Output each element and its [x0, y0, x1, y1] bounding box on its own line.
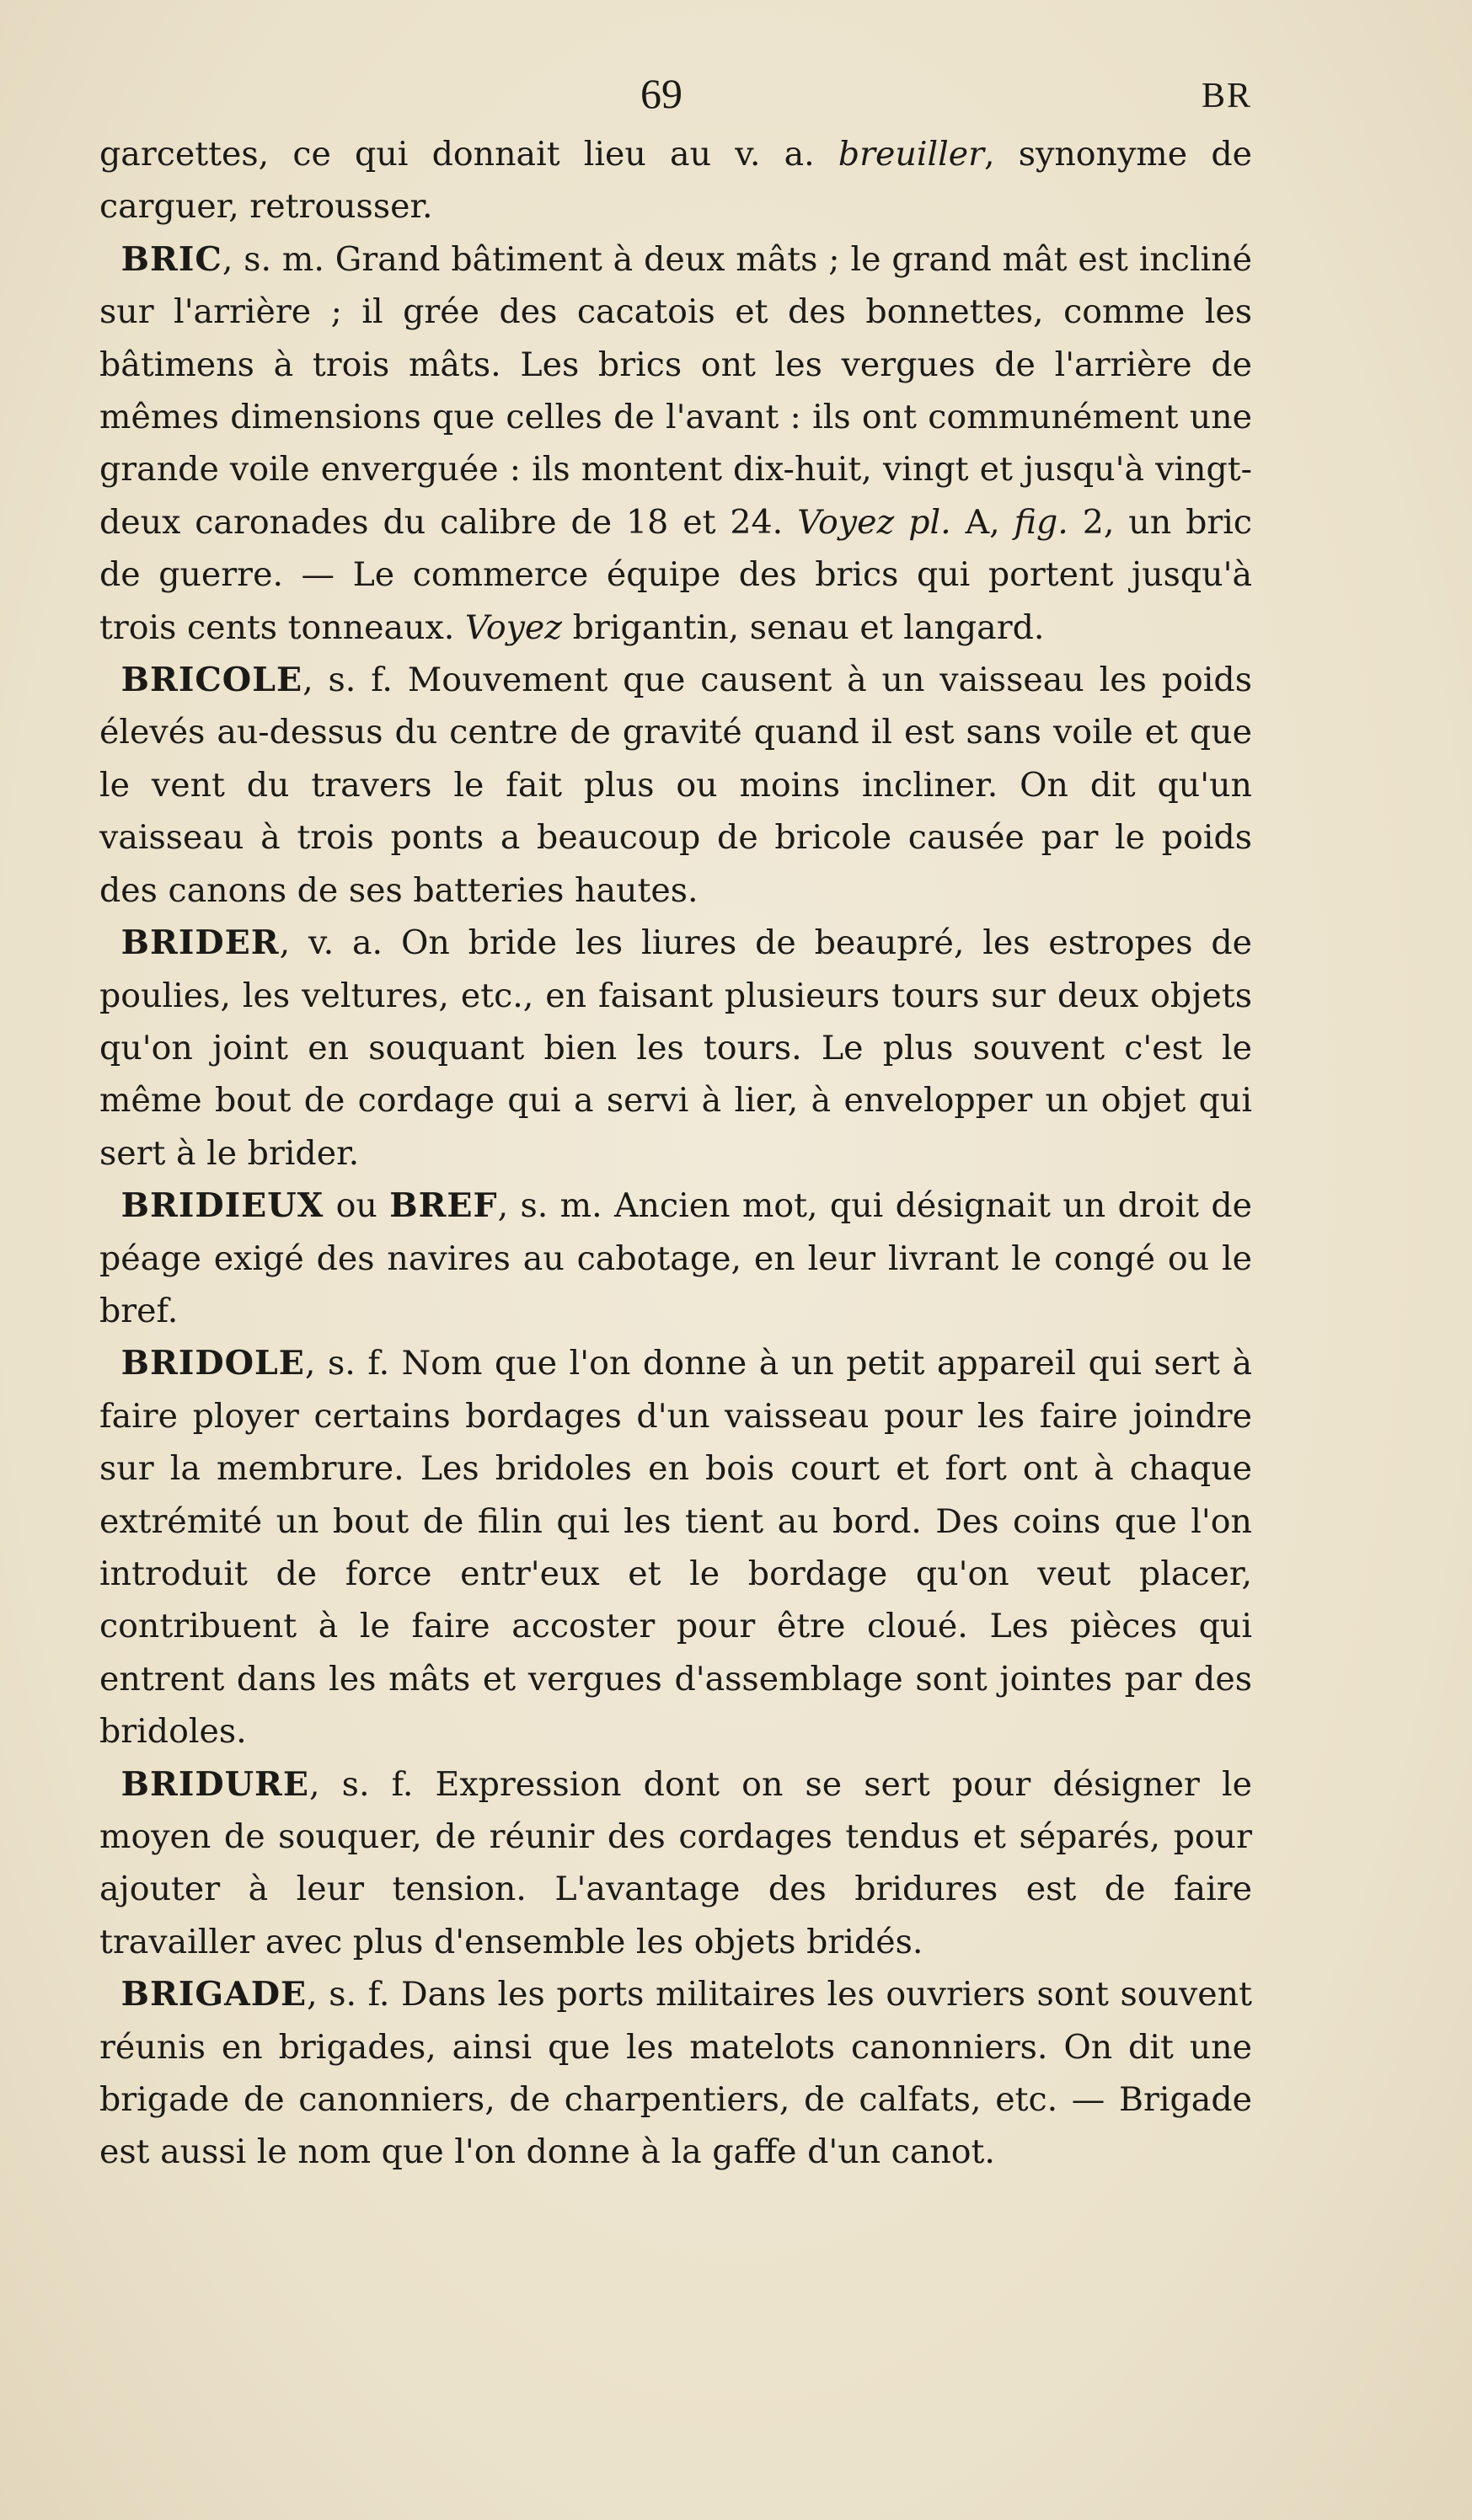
dictionary-entry: [99, 1758, 1252, 1969]
italic-text: fig.: [1014, 502, 1068, 542]
entry-text: , s. m. Grand bâtiment à deux mâts ; le grand mât est incliné sur l'arrière ; il grée des cacatois et des bonnettes, comme les bâtimens à trois mâts. Les brics ont les vergues de l'arrière de mêmes dimensions que celles de l'avant : ils ont communément une grande voile enverguée : ils montent dix-huit, vingt et jusqu'à vingt-deux caronades du calibre de 18 et 24.: [99, 239, 1252, 542]
headword: BRIGADE: [120, 1975, 308, 2014]
headword: BRIDURE: [120, 1764, 309, 1804]
entry-text: garcettes, ce qui donnait lieu au v. a.: [99, 135, 838, 174]
entry-text: , v. a. On bride les liures de beaupré, les estropes de poulies, les veltures, etc., en faisant plusieurs tours sur deux objets qu'on joint en souquant bien les tours. Le plus souvent c'est le même bout de cordage qui a servi à lier, à envelopper un objet qui sert à le brider.: [99, 923, 1252, 1173]
headword: BRIDOLE: [120, 1344, 305, 1383]
entry-text: , s. f. Expression dont on se sert pour désigner le moyen de souquer, de réunir des cordages tendus et séparés, pour ajouter à leur tension. L'avantage des bridures est de faire travailler avec plus d'ensemble les objets bridés.: [99, 1764, 1252, 1961]
dictionary-entry: [99, 1337, 1252, 1758]
headword: BRICOLE: [120, 661, 303, 700]
italic-text: breuiller: [838, 135, 984, 174]
entry-text: A,: [950, 502, 1014, 542]
dictionary-entry: [99, 1180, 1252, 1337]
italic-text: Voyez pl.: [797, 502, 951, 542]
page-number: 69: [640, 70, 682, 117]
running-head: BR: [1201, 77, 1252, 115]
dictionary-entry: [99, 654, 1252, 917]
continuation-paragraph: [99, 128, 1252, 233]
dictionary-entry: [99, 1968, 1252, 2179]
entry-text: , synonyme de carguer, retrousser.: [99, 135, 1252, 227]
entry-text: , s. f. Mouvement que causent à un vaisseau les poids élevés au-dessus du centre de gravité quand il est sans voile et que le vent du travers le fait plus ou moins incliner. On dit qu'un vaisseau à trois ponts a beaucoup de bricole causée par le poids des canons de ses batteries hautes.: [99, 661, 1252, 910]
body-text: [99, 128, 1252, 2179]
headword: BRIC: [120, 239, 222, 279]
entry-text: 2, un bric de guerre. — Le commerce équipe des brics qui portent jusqu'à trois cents tonneaux.: [99, 502, 1252, 647]
italic-text: Voyez: [464, 607, 563, 647]
entry-text: , s. m. Ancien mot, qui désignait un droit de péage exigé des navires au cabotage, en leur livrant le congé ou le bref.: [99, 1186, 1252, 1330]
entry-text: , s. f. Nom que l'on donne à un petit appareil qui sert à faire ployer certains bordages d'un vaisseau pour les faire joindre sur la membrure. Les bridoles en bois court et fort ont à chaque extrémité un bout de filin qui les tient au bord. Des coins que l'on introduit de force entr'eux et le bordage qu'on veut placer, contribuent à le faire accoster pour être cloué. Les pièces qui entrent dans les mâts et vergues d'assemblage sont jointes par des bridoles.: [99, 1344, 1252, 1752]
dictionary-entry: [99, 917, 1252, 1180]
entry-text: , s. f. Dans les ports militaires les ouvriers sont souvent réunis en brigades, ainsi que les matelots canonniers. On dit une brigade de canonniers, de charpentiers, de calfats, etc. — Brigade est aussi le nom que l'on donne à la gaffe d'un canot.: [99, 1975, 1252, 2172]
headword: BREF: [389, 1186, 498, 1226]
headword: BRIDER: [120, 923, 280, 963]
dictionary-entry: [99, 233, 1252, 654]
entry-text: brigantin, senau et langard.: [562, 607, 1045, 647]
headword: BRIDIEUX: [120, 1186, 324, 1226]
entry-text: ou: [324, 1186, 390, 1226]
